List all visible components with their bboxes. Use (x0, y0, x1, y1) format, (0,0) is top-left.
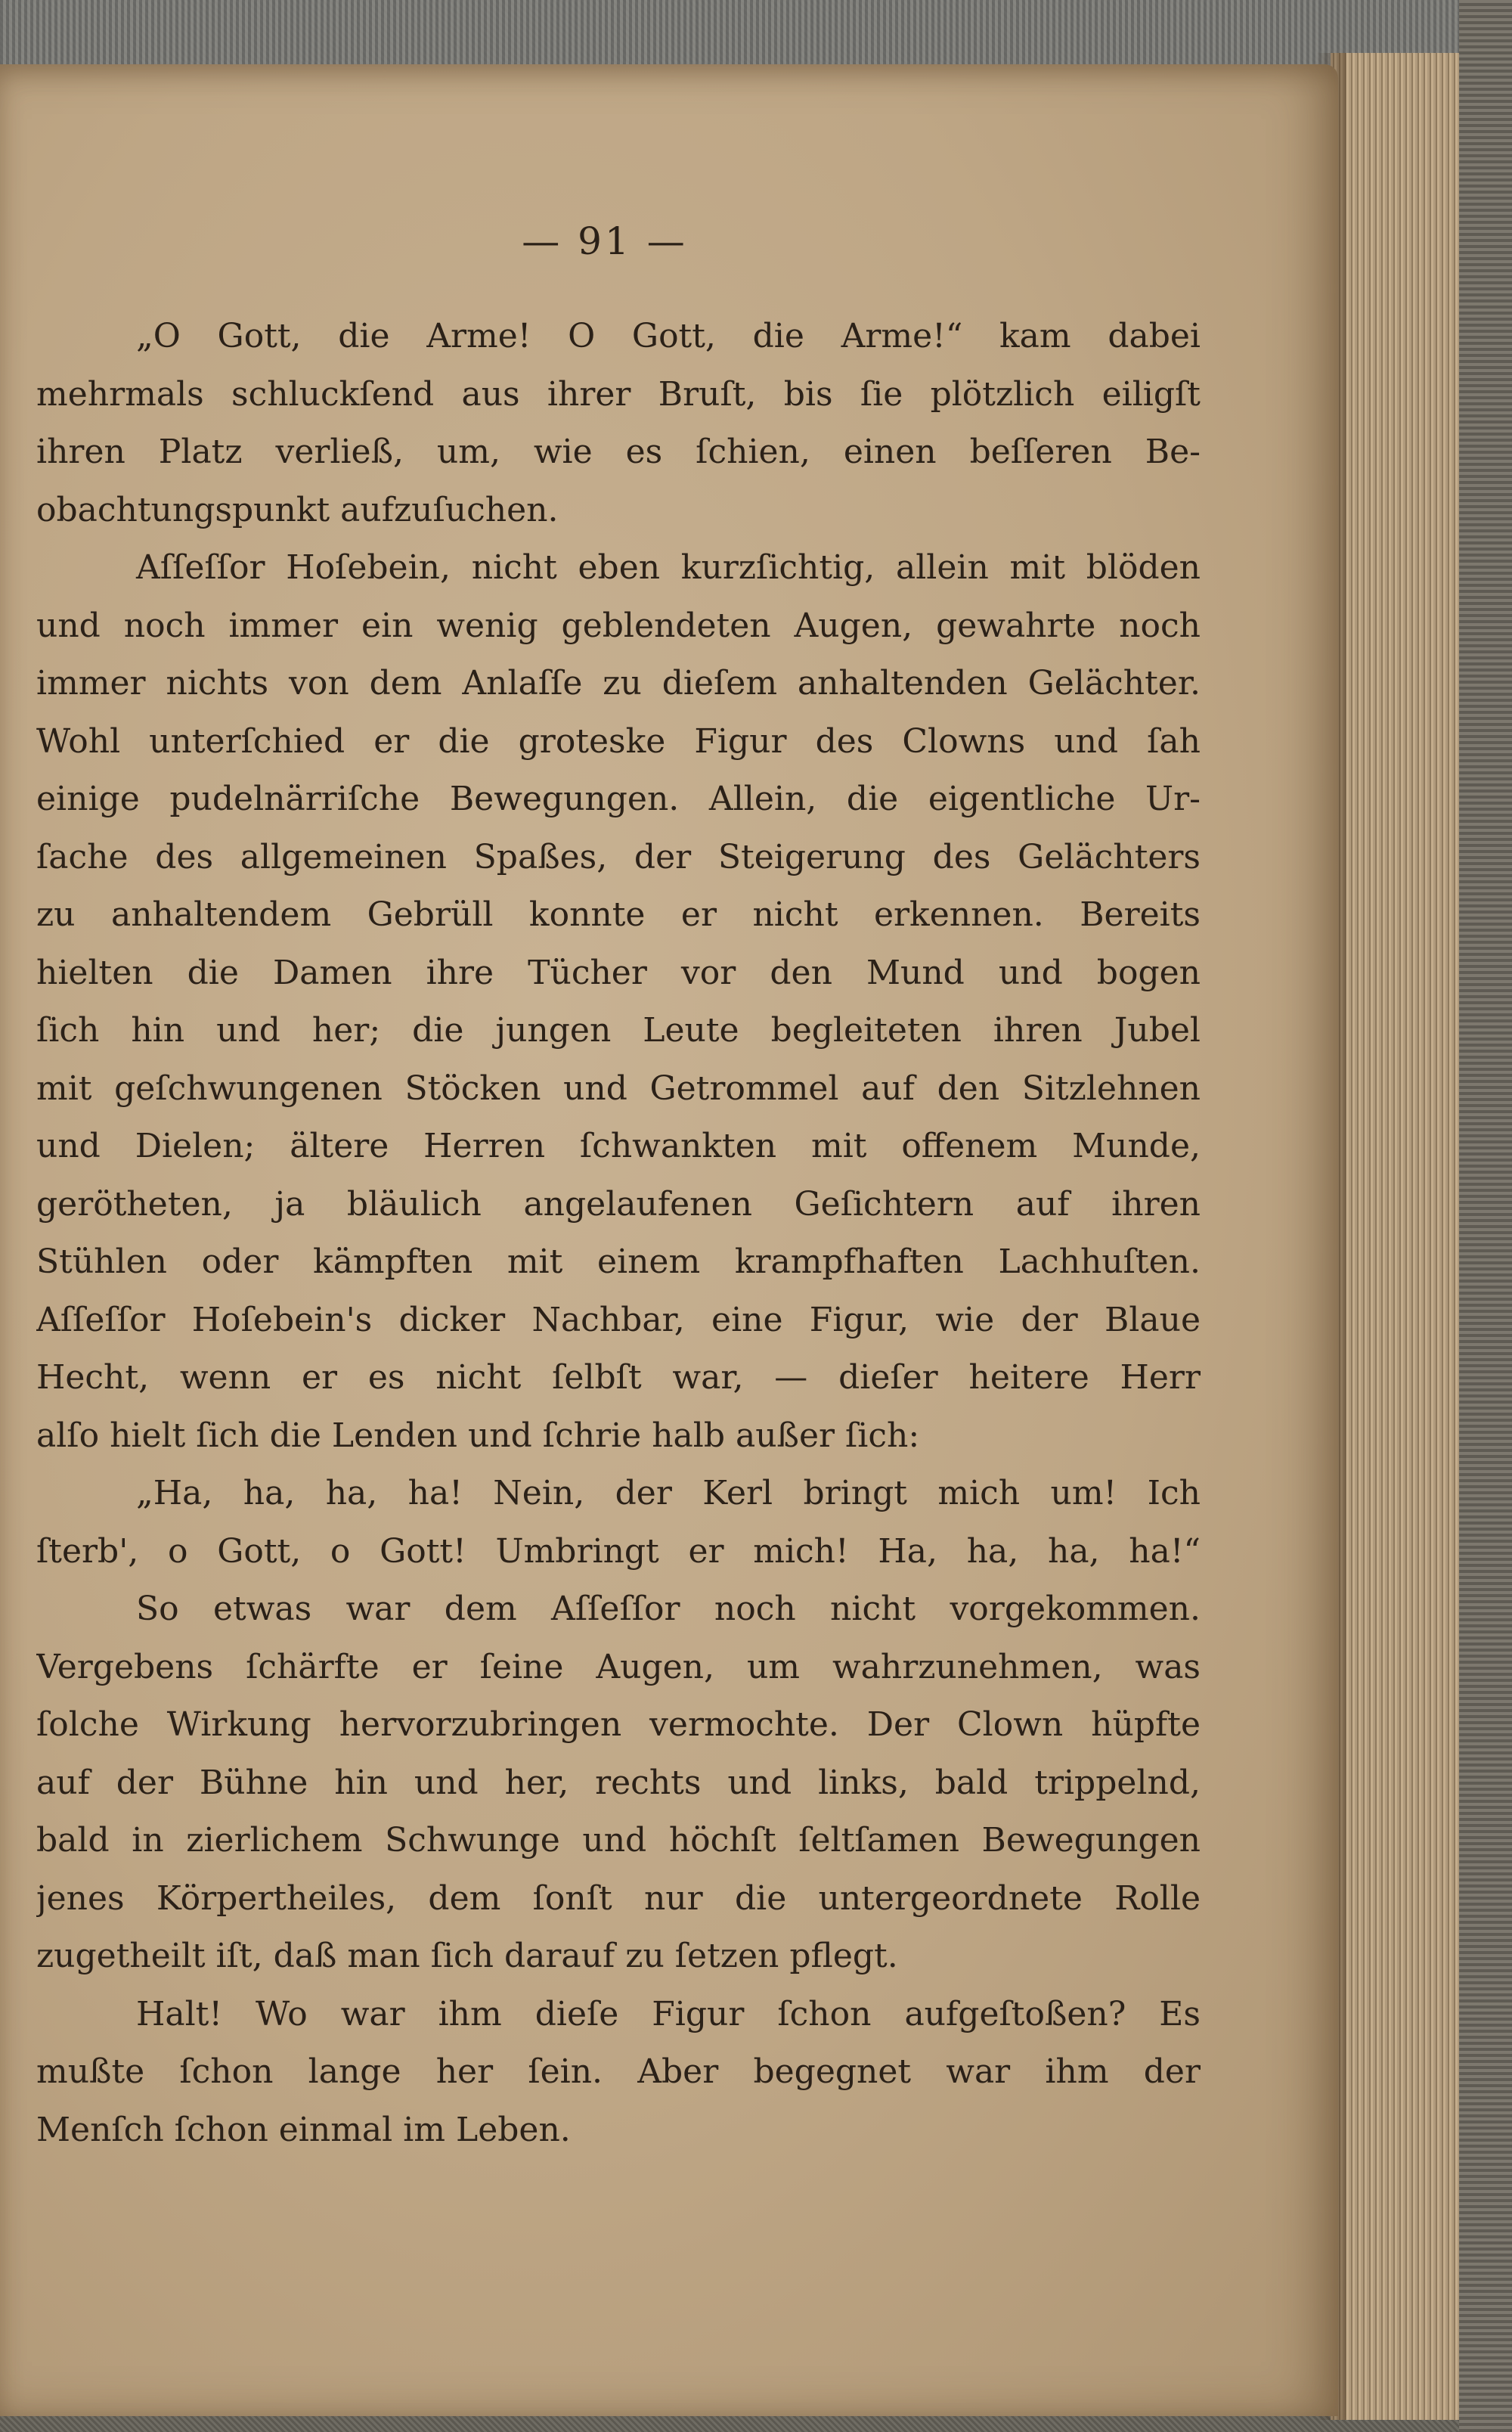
text-line: ihren Platz verließ, um, wie es ſchien, einen beſſeren Be- (36, 433, 1201, 471)
text-line: einige pudelnärriſche Bewegungen. Allein, die eigentliche Ur- (36, 780, 1201, 818)
text-line: jenes Körpertheiles, dem ſonſt nur die untergeordnete Rolle (36, 1878, 1201, 1918)
book-cover-edge-right (1459, 0, 1512, 2432)
page-number: — 91 — (522, 219, 688, 263)
text-line: Wohl unterſchied er die groteske Figur des Clowns und ſah (36, 721, 1201, 761)
text-line: hielten die Damen ihre Tücher vor den Mund und bogen (36, 953, 1201, 992)
text-line: Halt! Wo war ihm dieſe Figur ſchon aufgeſtoßen? Es (136, 1994, 1201, 2033)
page-text-body (36, 308, 1201, 2159)
text-line: zu anhaltendem Gebrüll konnte er nicht erkennen. Bereits (36, 895, 1201, 934)
text-line: mußte ſchon lange her ſein. Aber begegnet war ihm der (36, 2052, 1201, 2091)
text-line: Vergebens ſchärfte er ſeine Augen, um wahrzunehmen, was (36, 1647, 1201, 1686)
text-line: alſo hielt ſich die Lenden und ſchrie halb außer ſich: (36, 1416, 920, 1455)
text-line: und noch immer ein wenig geblendeten Augen, gewahrte noch (36, 606, 1201, 645)
text-line: Menſch ſchon einmal im Leben. (36, 2110, 571, 2149)
text-line: und Dielen; ältere Herren ſchwankten mit offenem Munde, (36, 1127, 1201, 1165)
text-line: Hecht, wenn er es nicht ſelbſt war, — dieſer heitere Herr (36, 1358, 1201, 1397)
text-line: ſterb', o Gott, o Gott! Umbringt er mich! Ha, ha, ha, ha!“ (36, 1531, 1201, 1571)
text-line: So etwas war dem Aſſeſſor noch nicht vorgekommen. (136, 1590, 1201, 1628)
book-cover-edge-top (0, 0, 1512, 68)
text-line: zugetheilt iſt, daß man ſich darauf zu ſetzen pflegt. (36, 1937, 898, 1975)
text-line: „O Gott, die Arme! O Gott, die Arme!“ kam dabei (136, 317, 1201, 355)
text-line: gerötheten, ja bläulich angelaufenen Geſichtern auf ihren (36, 1184, 1201, 1224)
text-line: ſolche Wirkung hervorzubringen vermochte. Der Clown hüpfte (36, 1705, 1201, 1744)
text-line: ſache des allgemeinen Spaßes, der Steigerung des Gelächters (36, 837, 1201, 876)
text-line: Aſſeſſor Hoſebein, nicht eben kurzſichtig, allein mit blöden (136, 548, 1201, 587)
text-line: immer nichts von dem Anlaſſe zu dieſem anhaltenden Gelächter. (36, 664, 1201, 703)
text-line: mit geſchwungenen Stöcken und Getrommel auf den Sitzlehnen (36, 1069, 1201, 1108)
text-line: Aſſeſſor Hoſebein's dicker Nachbar, eine Figur, wie der Blaue (36, 1300, 1201, 1339)
page-edges-stack (1331, 53, 1459, 2420)
text-line: bald in zierlichem Schwunge und höchſt ſeltſamen Bewegungen (36, 1821, 1201, 1860)
text-line: auf der Bühne hin und her, rechts und links, bald trippelnd, (36, 1763, 1201, 1802)
text-line: mehrmals schluckſend aus ihrer Bruſt, bis ſie plötzlich eiligſt (36, 374, 1201, 414)
text-line: obachtungspunkt aufzuſuchen. (36, 490, 559, 529)
book-page (0, 64, 1338, 2416)
text-line: „Ha, ha, ha, ha! Nein, der Kerl bringt mich um! Ich (136, 1474, 1201, 1512)
text-line: ſich hin und her; die jungen Leute begleiteten ihren Jubel (36, 1011, 1201, 1050)
text-line: Stühlen oder kämpften mit einem krampfhaften Lachhuſten. (36, 1242, 1201, 1281)
